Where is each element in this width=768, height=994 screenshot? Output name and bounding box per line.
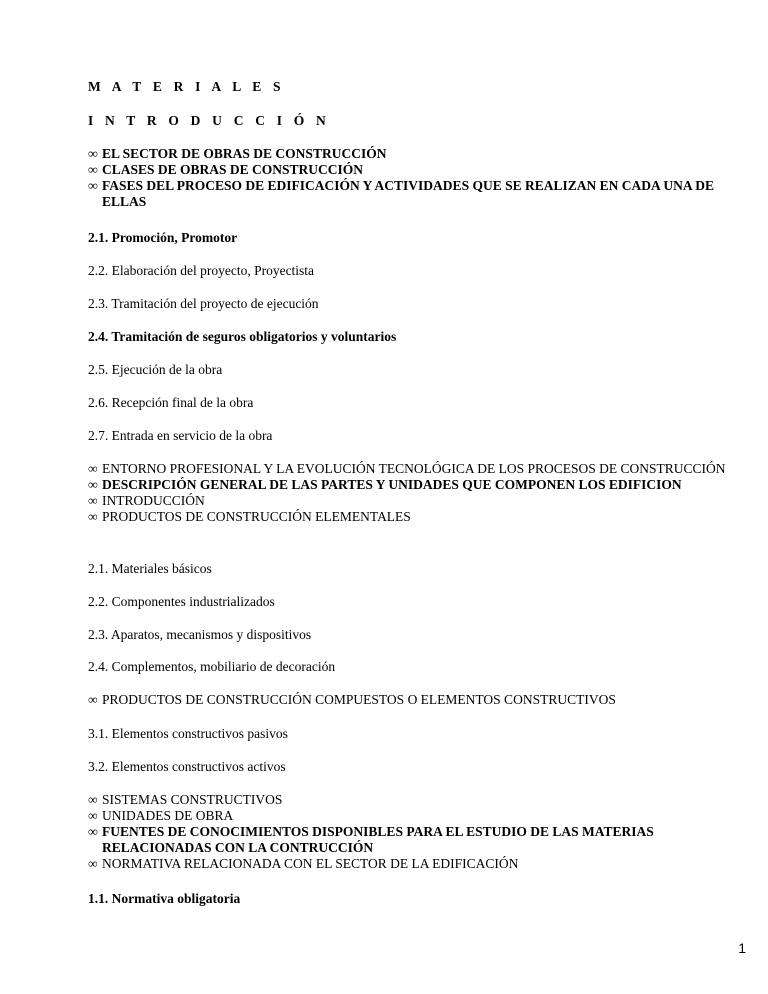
list-item: ∞ CLASES DE OBRAS DE CONSTRUCCIÓN: [88, 162, 364, 177]
infinity-bullet-icon: ∞: [88, 808, 98, 823]
bullet-list-2: [88, 461, 748, 525]
section-heading: 2.6. Recepción final de la obra: [88, 395, 254, 410]
document-subtitle: I N T R O D U C C I Ó N: [88, 113, 330, 128]
infinity-bullet-icon: ∞: [88, 493, 98, 508]
infinity-bullet-icon: ∞: [88, 162, 98, 177]
section-heading: 2.3. Aparatos, mecanismos y dispositivos: [88, 627, 312, 642]
section-heading: 2.5. Ejecución de la obra: [88, 362, 223, 377]
list-item: ∞ NORMATIVA RELACIONADA CON EL SECTOR DE LA EDIFICACIÓN: [88, 856, 519, 871]
document-title: M A T E R I A L E S: [88, 79, 285, 94]
list-item: ∞ EL SECTOR DE OBRAS DE CONSTRUCCIÓN: [88, 146, 387, 161]
section-heading: 2.1. Materiales básicos: [88, 561, 212, 576]
list-item: ∞ PRODUCTOS DE CONSTRUCCIÓN ELEMENTALES: [88, 509, 411, 524]
list-item: ∞ DESCRIPCIÓN GENERAL DE LAS PARTES Y UNIDADES QUE COMPONEN LOS EDIFICION: [88, 477, 682, 492]
bullet-list-4: [88, 792, 748, 872]
section-heading: 2.2. Componentes industrializados: [88, 594, 275, 609]
section-heading: 2.3. Tramitación del proyecto de ejecución: [88, 296, 319, 311]
infinity-bullet-icon: ∞: [88, 178, 98, 193]
list-item: ∞ INTRODUCCIÓN: [88, 493, 205, 508]
infinity-bullet-icon: ∞: [88, 461, 98, 476]
section-heading: 2.4. Complementos, mobiliario de decoración: [88, 659, 336, 674]
list-item: ∞ PRODUCTOS DE CONSTRUCCIÓN COMPUESTOS O ELEMENTOS CONSTRUCTIVOS: [88, 692, 616, 707]
section-heading: 2.4. Tramitación de seguros obligatorios y voluntarios: [88, 329, 397, 344]
section-heading: 2.7. Entrada en servicio de la obra: [88, 428, 273, 443]
list-item: ∞ SISTEMAS CONSTRUCTIVOS: [88, 792, 283, 807]
section-heading: 1.1. Normativa obligatoria: [88, 891, 241, 906]
infinity-bullet-icon: ∞: [88, 146, 98, 161]
list-item: ∞ FASES DEL PROCESO DE EDIFICACIÓN Y ACTIVIDADES QUE SE REALIZAN EN CADA UNA DE ELLAS: [88, 178, 714, 209]
infinity-bullet-icon: ∞: [88, 856, 98, 871]
section-heading: 2.1. Promoción, Promotor: [88, 230, 238, 245]
bullet-list-1: [88, 146, 748, 210]
infinity-bullet-icon: ∞: [88, 792, 98, 807]
infinity-bullet-icon: ∞: [88, 692, 98, 707]
list-item: ∞ ENTORNO PROFESIONAL Y LA EVOLUCIÓN TECNOLÓGICA DE LOS PROCESOS DE CONSTRUCCIÓN: [88, 461, 726, 476]
list-item: ∞ FUENTES DE CONOCIMIENTOS DISPONIBLES PARA EL ESTUDIO DE LAS MATERIAS RELACIONADAS CON LA CONTRUCCIÓN: [88, 824, 654, 855]
page-number: 1: [738, 940, 746, 956]
infinity-bullet-icon: ∞: [88, 477, 98, 492]
infinity-bullet-icon: ∞: [88, 509, 98, 524]
section-heading: 2.2. Elaboración del proyecto, Proyectista: [88, 263, 315, 278]
section-heading: 3.1. Elementos constructivos pasivos: [88, 726, 288, 741]
section-heading: 3.2. Elementos constructivos activos: [88, 759, 286, 774]
list-item: ∞ UNIDADES DE OBRA: [88, 808, 234, 823]
infinity-bullet-icon: ∞: [88, 824, 98, 839]
bullet-list-3: [88, 692, 748, 708]
